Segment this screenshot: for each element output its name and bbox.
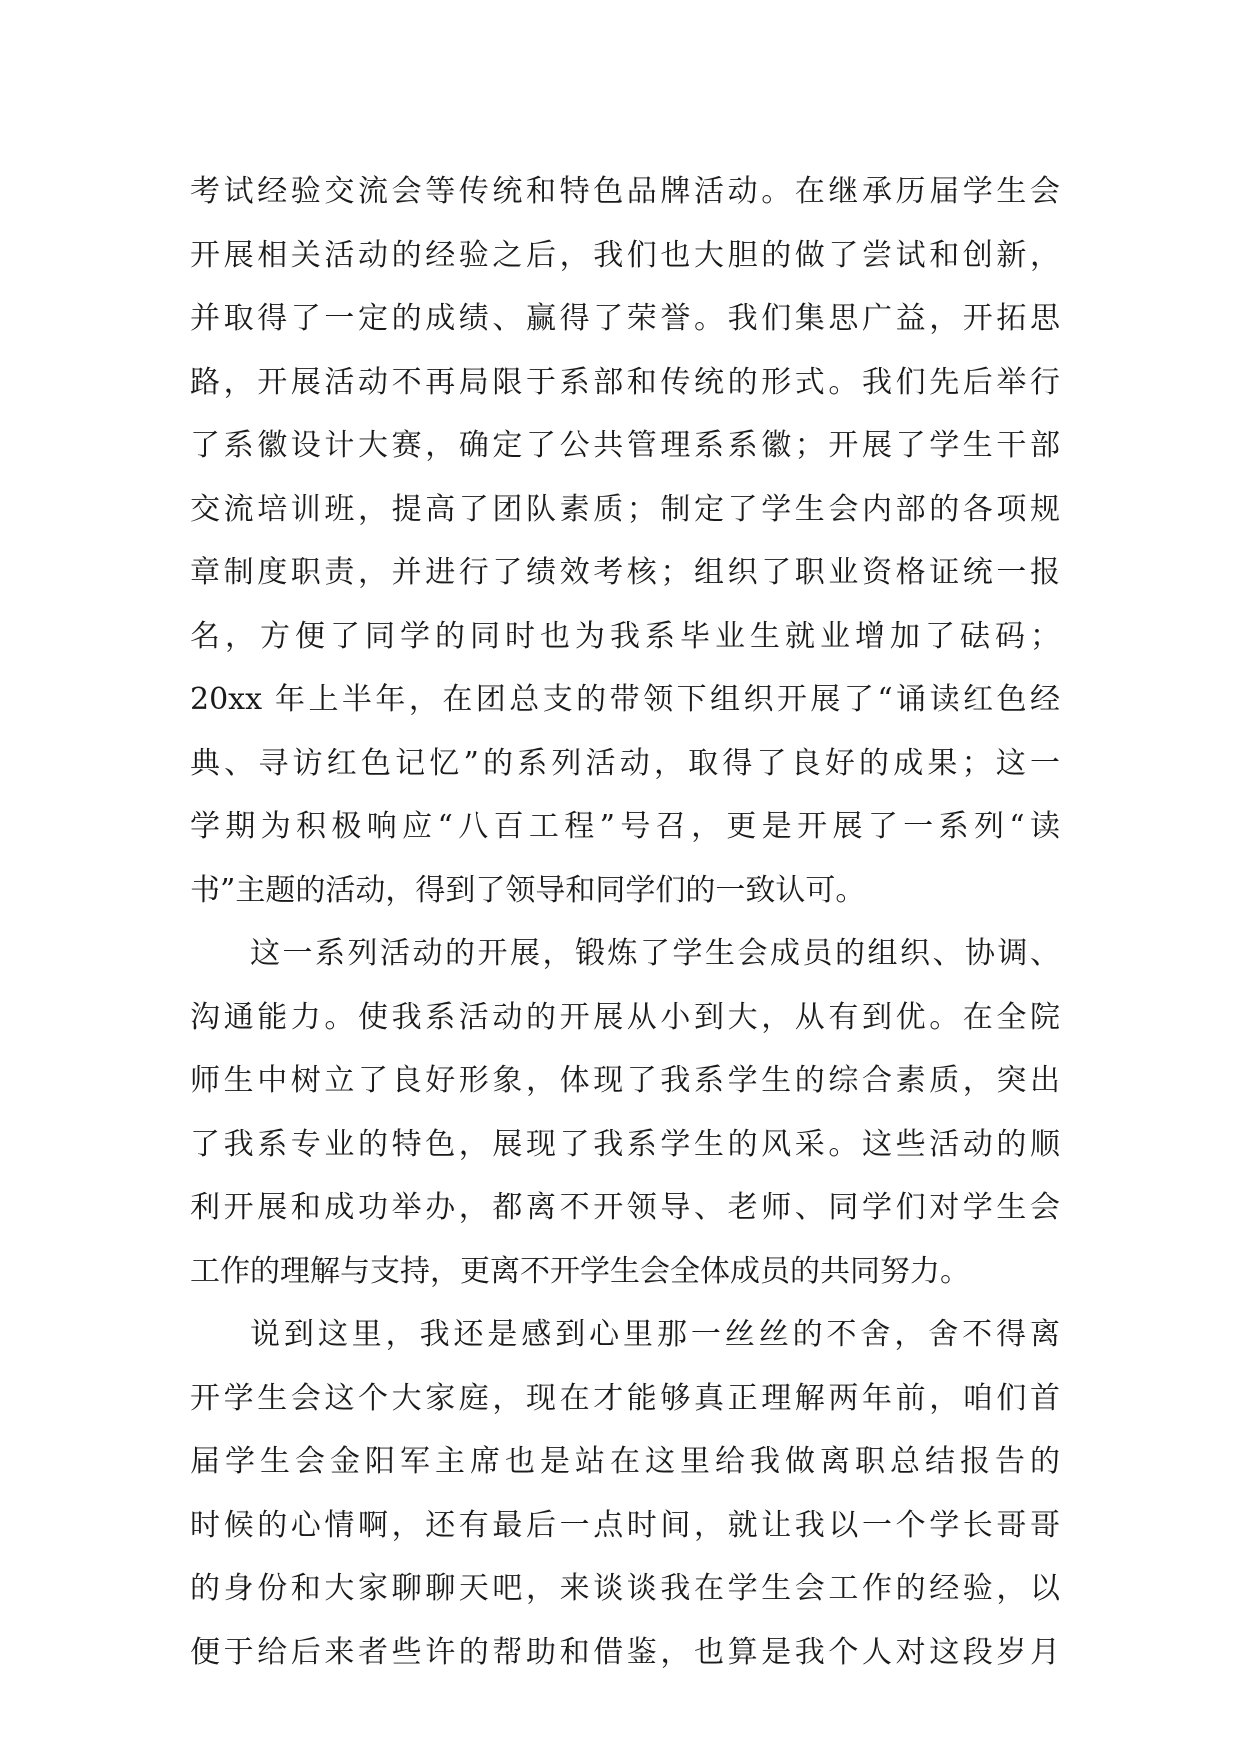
text-line: 书”主题的活动，得到了领导和同学们的一致认可。 <box>190 872 866 908</box>
text-line: 章制度职责，并进行了绩效考核；组织了职业资格证统一报 <box>190 555 1060 590</box>
paragraph <box>190 1303 1060 1684</box>
text-line: 这一系列活动的开展，锻炼了学生会成员的组织、协调、 <box>250 936 1060 971</box>
text-line: 便于给后来者些许的帮助和借鉴，也算是我个人对这段岁月 <box>190 1634 1060 1670</box>
text-line: 并取得了一定的成绩、赢得了荣誉。我们集思广益，开拓思 <box>190 301 1060 336</box>
text-line: 师生中树立了良好形象，体现了我系学生的综合素质，突出 <box>190 1063 1060 1098</box>
text-line: 届学生会金阳军主席也是站在这里给我做离职总结报告的 <box>190 1444 1060 1479</box>
text-line: 开学生会这个大家庭，现在才能够真正理解两年前，咱们首 <box>190 1380 1060 1416</box>
text-line: 了我系专业的特色，展现了我系学生的风采。这些活动的顺 <box>190 1126 1060 1162</box>
text-line: 交流培训班，提高了团队素质；制定了学生会内部的各项规 <box>190 491 1060 527</box>
text-line: 路，开展活动不再局限于系部和传统的形式。我们先后举行 <box>190 364 1060 400</box>
paragraph <box>190 160 1060 922</box>
text-line: 利开展和成功举办，都离不开领导、老师、同学们对学生会 <box>190 1190 1060 1225</box>
text-line: 典、寻访红色记忆”的系列活动，取得了良好的成果；这一 <box>190 745 1060 781</box>
text-line: 开展相关活动的经验之后，我们也大胆的做了尝试和创新， <box>190 237 1060 273</box>
text-line: 名，方便了同学的同时也为我系毕业生就业增加了砝码； <box>190 618 1060 654</box>
text-line: 学期为积极响应“八百工程”号召，更是开展了一系列“读 <box>190 809 1060 844</box>
text-line: 时候的心情啊，还有最后一点时间，就让我以一个学长哥哥 <box>190 1507 1060 1543</box>
text-line: 考试经验交流会等传统和特色品牌活动。在继承历届学生会 <box>190 174 1060 209</box>
text-line: 的身份和大家聊聊天吧，来谈谈我在学生会工作的经验，以 <box>190 1571 1060 1606</box>
text-line: 了系徽设计大赛，确定了公共管理系系徽；开展了学生干部 <box>190 428 1060 463</box>
text-line: 20xx 年上半年，在团总支的带领下组织开展了“诵读红色经 <box>190 682 1060 717</box>
text-line: 工作的理解与支持，更离不开学生会全体成员的共同努力。 <box>190 1253 970 1289</box>
text-line: 说到这里，我还是感到心里那一丝丝的不舍，舍不得离 <box>250 1317 1060 1352</box>
document-body <box>190 160 1060 1684</box>
text-line: 沟通能力。使我系活动的开展从小到大，从有到优。在全院 <box>190 999 1060 1035</box>
paragraph <box>190 922 1060 1303</box>
